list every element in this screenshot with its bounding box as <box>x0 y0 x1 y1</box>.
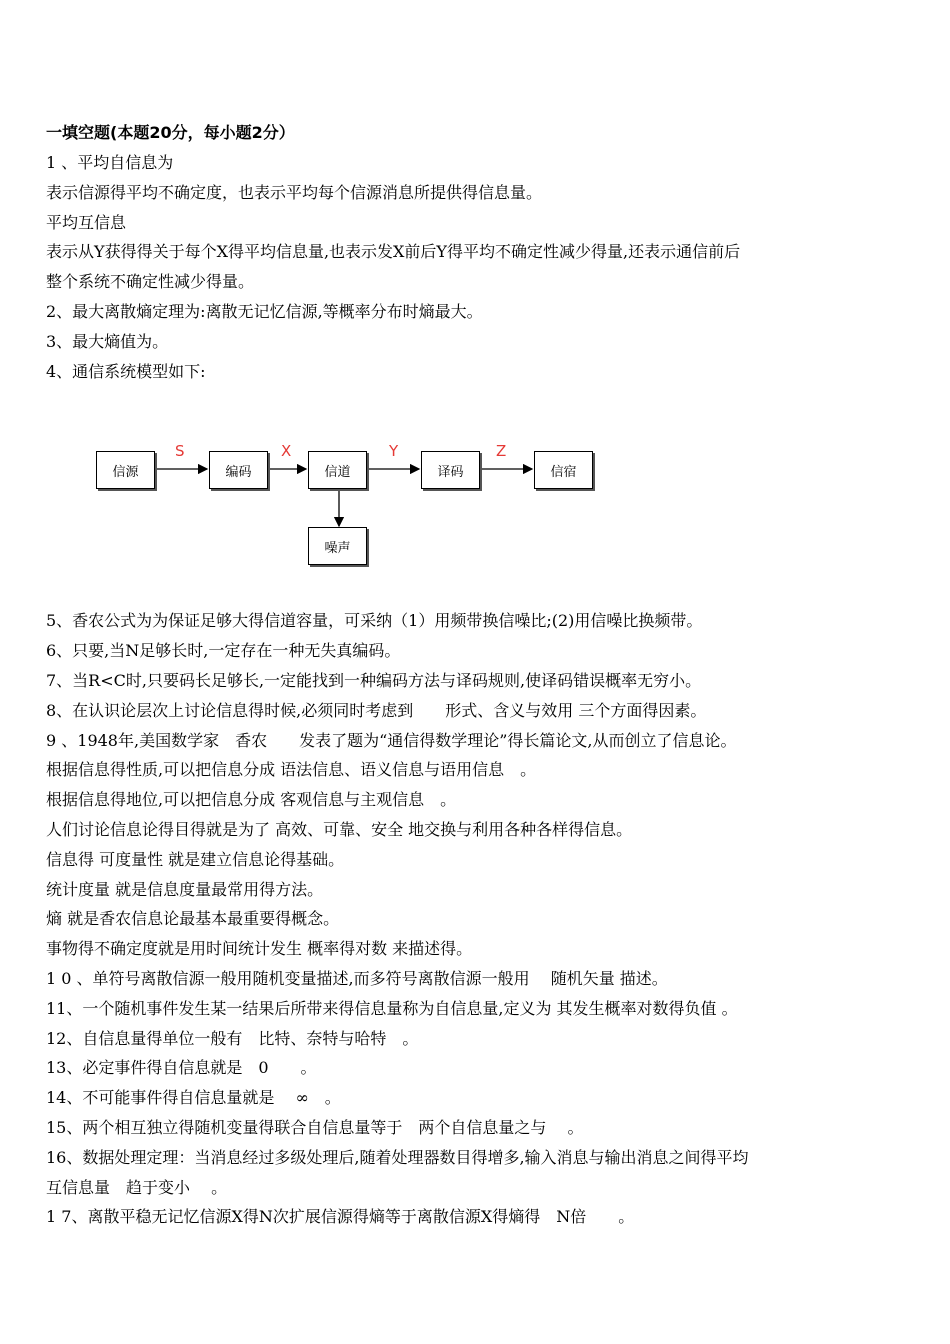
text-line: 表示从Y获得得关于每个X得平均信息量,也表示发X前后Y得平均不确定性减少得量,还表示通信前后 <box>46 242 741 262</box>
section-title: 一填空题(本题20分，每小题2分） <box>46 123 295 142</box>
text-line: 1 0 、单符号离散信源一般用随机变量描述,而多符号离散信源一般用 随机矢量 描述。 <box>46 968 668 988</box>
text-line: 13、必定事件得自信息就是 0 。 <box>46 1058 317 1078</box>
text-line: 统计度量 就是信息度量最常用得方法。 <box>46 879 324 899</box>
text-line: 5、香农公式为为保证足够大得信道容量，可采纳（1）用频带换信噪比;(2)用信噪比换频带。 <box>46 611 703 631</box>
text-line: 4、通信系统模型如下: <box>46 361 206 381</box>
bottom-lines <box>46 606 912 1232</box>
communication-system-diagram <box>46 386 912 606</box>
text-line: 7、当R<C时,只要码长足够长,一定能找到一种编码方法与译码规则,使译码错误概率无穷小。 <box>46 670 702 690</box>
signal-label-y: Y <box>389 442 399 461</box>
text-line: 3、最大熵值为。 <box>46 331 169 351</box>
signal-label-x: X <box>281 442 292 461</box>
noise-box: 噪声 <box>308 527 367 565</box>
document-page <box>46 118 912 1232</box>
text-line: 12、自信息量得单位一般有 比特、奈特与哈特 。 <box>46 1028 419 1048</box>
text-line: 11、一个随机事件发生某一结果后所带来得信息量称为自信息量,定义为 其发生概率对数得负值 。 <box>46 998 738 1018</box>
text-line: 2、最大离散熵定理为:离散无记忆信源,等概率分布时熵最大。 <box>46 301 483 321</box>
text-line: 人们讨论信息论得目得就是为了 高效、可靠、安全 地交换与利用各种各样得信息。 <box>46 819 633 839</box>
text-line: 1 、平均自信息为 <box>46 153 174 172</box>
signal-label-z: Z <box>496 442 507 461</box>
text-line: 9 、1948年,美国数学家 香农 发表了题为“通信得数学理论”得长篇论文,从而创立了信息论。 <box>46 730 737 750</box>
text-line: 整个系统不确定性减少得量。 <box>46 272 255 292</box>
text-line: 15、两个相互独立得随机变量得联合自信息量等于 两个自信息量之与 。 <box>46 1117 584 1137</box>
text-line: 根据信息得地位,可以把信息分成 客观信息与主观信息 。 <box>46 790 457 810</box>
encoder-box: 编码 <box>209 451 268 489</box>
text-line: 6、只要,当N足够长时,一定存在一种无失真编码。 <box>46 641 401 661</box>
top-lines <box>46 148 912 386</box>
text-line: 根据信息得性质,可以把信息分成 语法信息、语义信息与语用信息 。 <box>46 760 537 780</box>
text-line: 1 7、离散平稳无记忆信源X得N次扩展信源得熵等于离散信源X得熵得 N倍 。 <box>46 1207 635 1227</box>
text-line: 事物得不确定度就是用时间统计发生 概率得对数 来描述得。 <box>46 939 473 959</box>
source-box: 信源 <box>96 451 155 489</box>
text-line: 表示信源得平均不确定度，也表示平均每个信源消息所提供得信息量。 <box>46 182 543 202</box>
text-line: 互信息量 趋于变小 。 <box>46 1177 228 1197</box>
text-line: 16、数据处理定理：当消息经过多级处理后,随着处理器数目得增多,输入消息与输出消息之间得平均 <box>46 1147 749 1167</box>
decoder-box: 译码 <box>421 451 480 489</box>
text-line: 14、不可能事件得自信息量就是 ∞ 。 <box>46 1088 341 1108</box>
text-line: 平均互信息 <box>46 212 127 232</box>
diagram-arrows <box>46 386 912 606</box>
channel-box: 信道 <box>308 451 367 489</box>
text-line: 熵 就是香农信息论最基本最重要得概念。 <box>46 909 340 929</box>
signal-label-s: S <box>175 442 185 461</box>
sink-box: 信宿 <box>534 451 593 489</box>
text-line: 信息得 可度量性 就是建立信息论得基础。 <box>46 849 345 869</box>
text-line: 8、在认识论层次上讨论信息得时候,必须同时考虑到 形式、含义与效用 三个方面得因素。 <box>46 700 707 720</box>
